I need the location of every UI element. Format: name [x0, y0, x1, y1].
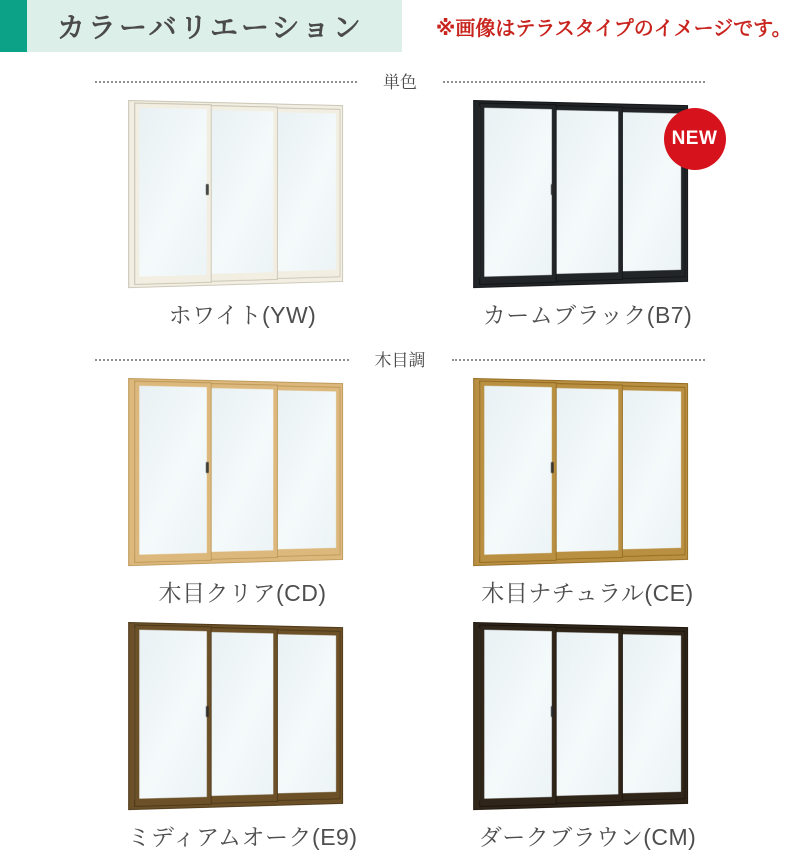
window-preview [476, 624, 700, 808]
window-panel [135, 626, 211, 806]
window-panel [480, 382, 556, 562]
window-panel [550, 106, 622, 281]
window-panel [135, 382, 211, 562]
window-panel [480, 626, 556, 806]
window-preview [476, 380, 700, 564]
divider-dots [443, 81, 705, 83]
new-badge: NEW [664, 108, 726, 170]
color-name: カームブラック(B7) [482, 302, 693, 328]
window-preview [131, 102, 355, 286]
color-name: 木目ナチュラル(CE) [481, 580, 694, 606]
color-card-calm-black-b7 [415, 96, 760, 330]
color-card-wood-clear-cd [70, 374, 415, 608]
color-card-dark-brown-cm [415, 618, 760, 852]
window-preview [476, 102, 718, 286]
window-panel [271, 108, 340, 278]
window-panel [550, 384, 622, 559]
window-unit [476, 621, 693, 811]
window-panel [135, 104, 211, 284]
divider-dots [452, 359, 706, 361]
card-row-3 [0, 618, 800, 852]
window-handle-icon [205, 462, 208, 473]
window-preview [131, 380, 355, 564]
divider-dots [95, 359, 349, 361]
section-label: 木目調 [374, 351, 426, 370]
section-divider-tanshoku [95, 69, 705, 94]
color-name: ホワイト(YW) [168, 302, 317, 328]
window-handle-icon [550, 184, 553, 195]
header-accent-bar [0, 0, 27, 52]
window-handle-icon [550, 462, 553, 473]
window-unit [476, 99, 693, 289]
color-card-wood-natural-ce [415, 374, 760, 608]
window-unit [131, 621, 348, 811]
window-unit [476, 377, 693, 567]
window-unit [131, 377, 348, 567]
window-handle-icon [550, 706, 553, 717]
color-name: ダークブラウン(CM) [478, 824, 697, 850]
card-row-2 [0, 374, 800, 608]
window-panel [550, 628, 622, 803]
section-divider-mokumecho [95, 347, 705, 372]
window-panel [205, 106, 277, 281]
color-card-medium-oak-e9 [70, 618, 415, 852]
window-preview [131, 624, 355, 808]
section-label: 単色 [383, 73, 417, 92]
window-panel [616, 386, 685, 556]
color-name: 木目クリア(CD) [158, 580, 327, 606]
window-panel [271, 386, 340, 556]
window-panel [205, 628, 277, 803]
card-row-1 [0, 96, 800, 330]
divider-dots [95, 81, 357, 83]
color-name: ミディアムオーク(E9) [127, 824, 358, 850]
window-panel [616, 630, 685, 800]
header-note: ※画像はテラスタイプのイメージです。 [435, 17, 792, 40]
window-unit [131, 99, 348, 289]
window-panel [480, 104, 556, 284]
page-title: カラーバリエーション [27, 0, 402, 52]
page-header [0, 0, 800, 52]
window-panel [271, 630, 340, 800]
window-panel [205, 384, 277, 559]
window-handle-icon [205, 184, 208, 195]
window-handle-icon [205, 706, 208, 717]
color-card-white-yw [70, 96, 415, 330]
